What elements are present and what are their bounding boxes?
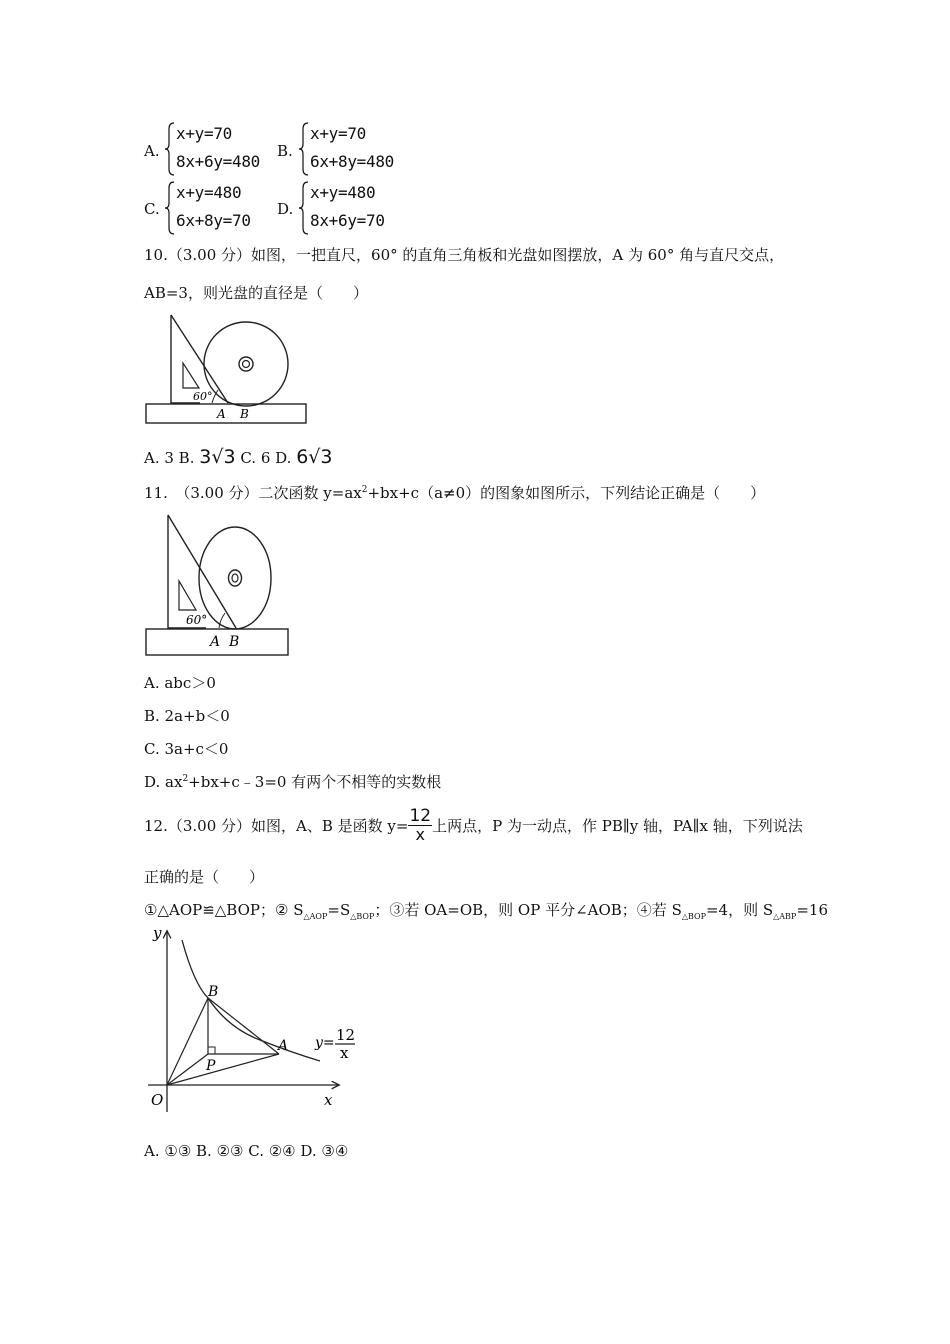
q9-option-a-eq2: 8x+6y=480 <box>176 152 260 171</box>
q11-option-c: C. 3a+c＜0 <box>144 740 229 758</box>
q12-stem-suffix: 上两点，P 为一动点，作 PB∥y 轴，PA∥x 轴，下列说法 <box>432 816 803 835</box>
q9-option-b-eq2: 6x+8y=480 <box>310 152 394 171</box>
q9-option-c-eq2: 6x+8y=70 <box>176 211 251 230</box>
q11-stem-prefix: 11. （3.00 分）二次函数 y=ax <box>144 484 362 502</box>
disc-hole-outer <box>239 357 253 371</box>
q9-option-b-system <box>298 120 408 178</box>
right-angle-mark <box>208 1047 215 1054</box>
q9-option-d-eq2: 8x+6y=70 <box>310 211 385 230</box>
q12-label-a: A <box>278 1038 289 1054</box>
q12-statement-part4: =4，则 S <box>705 901 774 919</box>
q12-x-axis-label: x <box>324 1091 333 1109</box>
q12-sub-aop: △AOP <box>303 912 328 921</box>
q12-curve-label-denominator: x <box>340 1044 349 1062</box>
ruler-icon <box>146 404 306 423</box>
hyperbola-curve <box>182 940 320 1061</box>
q12-curve-label-prefix: y= <box>315 1035 335 1051</box>
triangle-ruler-icon <box>168 515 236 628</box>
brace-icon <box>298 120 310 178</box>
q10-option-b-value: 3√3 <box>199 446 236 468</box>
q10-label-a: A <box>217 407 226 421</box>
q11-label-b: B <box>229 634 240 650</box>
segment-op <box>167 1054 208 1085</box>
q9-option-a-letter: A. <box>144 142 160 160</box>
q12-sub-bop: △BOP <box>350 912 375 921</box>
q12-curve-label-numerator: 12 <box>336 1026 356 1044</box>
disc-icon <box>199 527 271 629</box>
segment-ab <box>208 998 279 1054</box>
q12-fraction-denominator: x <box>415 825 426 844</box>
q10-options <box>144 446 332 468</box>
disc-hole-inner <box>243 361 250 368</box>
q12-statement-part5: =16 <box>796 901 828 919</box>
q9-option-d-system <box>298 179 408 237</box>
q9-option-a-system <box>164 120 274 178</box>
q11-stem-sup: 2 <box>361 485 368 495</box>
q11-stem-suffix: +bx+c（a≠0）的图象如图所示，下列结论正确是（ ） <box>367 484 766 502</box>
q11-figure <box>140 508 296 660</box>
segment-ob <box>167 998 208 1085</box>
q9-option-c-letter: C. <box>144 200 160 218</box>
q12-fraction-numerator: 12 <box>409 806 432 826</box>
q12-sub-bop-2: △BOP <box>681 912 706 921</box>
q10-option-a: A. 3 B. <box>144 449 195 467</box>
segment-oa <box>167 1054 279 1085</box>
q9-option-d-eq1: x+y=480 <box>310 183 376 202</box>
q12-stem <box>144 803 803 847</box>
q11-option-d-suffix: +bx+c﹣3=0 有两个不相等的实数根 <box>188 773 442 791</box>
q11-option-b: B. 2a+b＜0 <box>144 707 230 725</box>
q10-stem-line1: 10.（3.00 分）如图，一把直尺，60° 的直角三角板和光盘如图摆放，A 为 60° 角与直尺交点， <box>144 246 785 264</box>
q12-options: A. ①③ B. ②③ C. ②④ D. ③④ <box>144 1142 349 1160</box>
q12-origin-label: O <box>151 1091 164 1109</box>
disc-hole-inner <box>232 574 238 582</box>
q12-sub-abp: △ABP <box>773 912 797 921</box>
q12-statement-part1: ①△AOP≌△BOP；② S <box>144 901 304 919</box>
q9-option-b-letter: B. <box>277 142 293 160</box>
q12-label-b: B <box>208 984 219 1000</box>
q12-label-p: P <box>206 1058 216 1074</box>
q12-y-axis-label: y <box>153 924 162 942</box>
q9-option-a-eq1: x+y=70 <box>176 124 232 143</box>
q9-option-c-eq1: x+y=480 <box>176 183 242 202</box>
q12-stem-prefix: 12.（3.00 分）如图，A、B 是函数 y= <box>144 816 409 835</box>
q11-option-d <box>144 771 441 792</box>
disc-hole-outer <box>229 570 242 586</box>
q12-fraction <box>408 807 432 843</box>
q10-label-b: B <box>240 407 249 421</box>
q11-option-d-sup: 2 <box>182 774 189 784</box>
q12-statement-part3: ；③若 OA=OB，则 OP 平分∠AOB；④若 S <box>374 901 682 919</box>
q12-figure <box>140 924 370 1116</box>
q10-option-c: C. 6 D. <box>240 449 292 467</box>
q10-option-d-value: 6√3 <box>296 446 333 468</box>
q10-angle-label: 60° <box>193 390 213 403</box>
q10-figure <box>140 308 312 428</box>
q12-stem-line2: 正确的是（ ） <box>144 868 265 886</box>
q10-stem-line2: AB=3，则光盘的直径是（ ） <box>144 284 368 302</box>
q12-statements <box>144 899 828 921</box>
q11-option-a: A. abc＞0 <box>144 674 216 692</box>
brace-icon <box>298 179 310 237</box>
q9-option-d-letter: D. <box>277 200 294 218</box>
q9-option-b-eq1: x+y=70 <box>310 124 366 143</box>
q9-option-c-system <box>164 179 274 237</box>
q12-statement-part2: =S <box>327 901 351 919</box>
q11-angle-label: 60° <box>186 613 208 627</box>
q11-stem <box>144 482 765 503</box>
q11-option-d-prefix: D. ax <box>144 773 183 791</box>
brace-icon <box>164 120 176 178</box>
q11-label-a: A <box>210 634 221 650</box>
brace-icon <box>164 179 176 237</box>
disc-icon <box>204 322 288 406</box>
